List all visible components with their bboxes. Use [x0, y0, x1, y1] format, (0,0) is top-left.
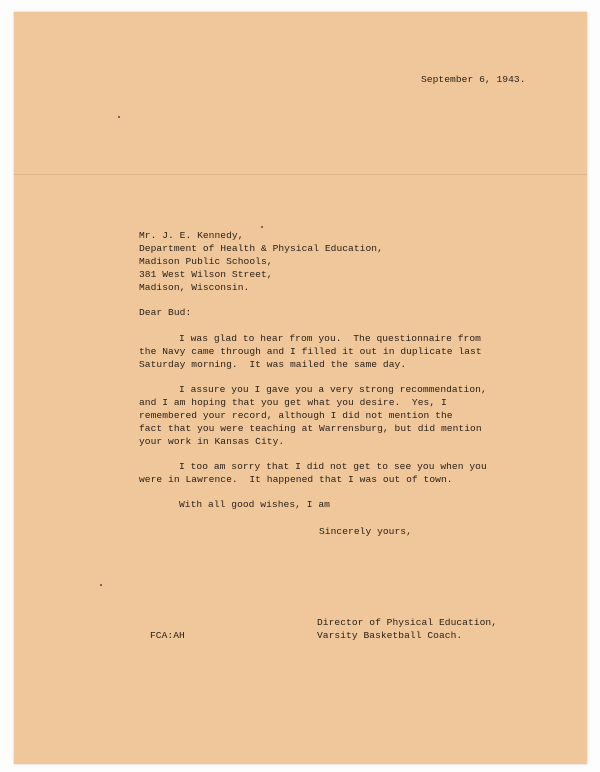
paragraph-2-line-3: remembered your record, although I did not mention the: [139, 410, 453, 421]
ink-speck: [100, 584, 102, 586]
paragraph-2-line-1: I assure you I gave you a very strong recommendation,: [179, 384, 487, 395]
paragraph-1-line-2: the Navy came through and I filled it out in duplicate last: [139, 346, 482, 357]
paragraph-4-line-1: With all good wishes, I am: [179, 499, 330, 510]
closing: Sincerely yours,: [319, 526, 412, 537]
letter-date: September 6, 1943.: [421, 74, 526, 85]
signature-title-line-1: Director of Physical Education,: [317, 617, 498, 628]
recipient-street: 381 West Wilson Street,: [139, 269, 273, 280]
paragraph-1-line-3: Saturday morning. It was mailed the same day.: [139, 359, 407, 370]
paragraph-3-line-2: were in Lawrence. It happened that I was out of town.: [139, 474, 453, 485]
paper-crease: [14, 174, 587, 175]
letter-page: [14, 12, 587, 764]
paragraph-2-line-4: fact that you were teaching at Warrensburg, but did mention: [139, 423, 482, 434]
recipient-city: Madison, Wisconsin.: [139, 282, 250, 293]
paragraph-1-line-1: I was glad to hear from you. The questionnaire from: [179, 333, 481, 344]
paragraph-2-line-2: and I am hoping that you get what you desire. Yes, I: [139, 397, 447, 408]
ink-speck: [261, 226, 263, 228]
recipient-department: Department of Health & Physical Education,: [139, 243, 383, 254]
typist-initials: FCA:AH: [150, 630, 185, 641]
paragraph-2-line-5: your work in Kansas City.: [139, 436, 285, 447]
recipient-name: Mr. J. E. Kennedy,: [139, 230, 244, 241]
ink-speck: [118, 116, 120, 118]
signature-title-line-2: Varsity Basketball Coach.: [317, 630, 463, 641]
recipient-organization: Madison Public Schools,: [139, 256, 273, 267]
salutation: Dear Bud:: [139, 307, 192, 318]
paragraph-3-line-1: I too am sorry that I did not get to see you when you: [179, 461, 487, 472]
